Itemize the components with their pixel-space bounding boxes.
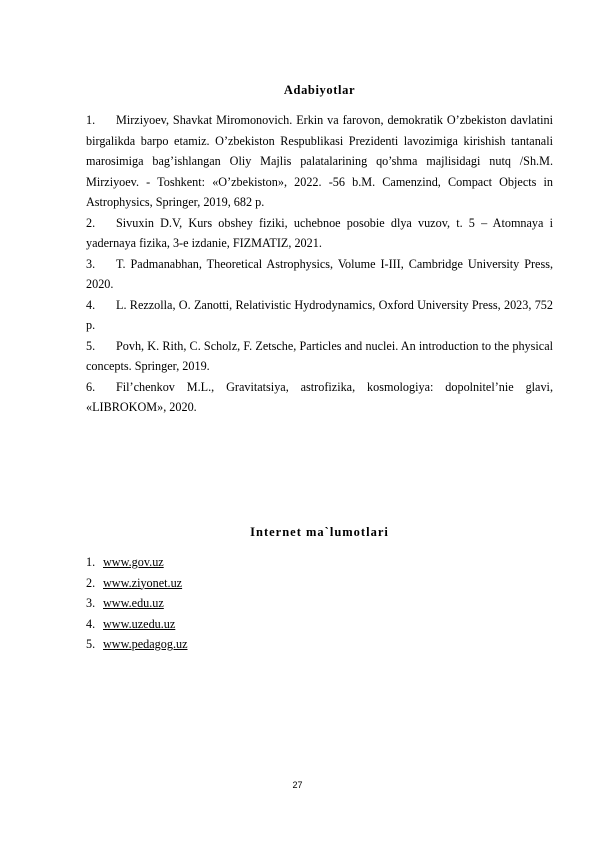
internet-resources-heading: Internet ma`lumotlari xyxy=(250,525,389,539)
link-pedagog-uz[interactable]: www.pedagog.uz xyxy=(103,637,188,651)
reference-text: Fil’chenkov M.L., Gravitatsiya, astrofizika, kosmologiya: dopolnitel’nie glavi, «LIBROKOM», 2020. xyxy=(86,379,553,414)
link-item xyxy=(86,552,553,573)
link-ziyonet-uz[interactable]: www.ziyonet.uz xyxy=(103,575,183,590)
reference-text: T. Padmanabhan, Theoretical Astrophysics, Volume I-III, Cambridge University Press, 2020. xyxy=(86,256,553,291)
reference-number: 1. xyxy=(86,113,96,127)
link-number: 5. xyxy=(86,637,96,651)
reference-text: Mirziyoev, Shavkat Miromonovich. Erkin va farovon, demokratik O’zbekiston davlatini birgalikda barpo etamiz. O’zbekiston Respublikasi Prezidenti lavozimiga kirishish tantanali marosimiga bag’ishlangan Oliy Majlis palatalarining qo’shma majlisidagi nutq /Sh.M. Mirziyoev. - Toshkent: «O’zbekiston», 2022. -56 b.M. Camenzind, Compact Objects in Astrophysics, Springer, 2019, 682 p. xyxy=(86,113,553,209)
link-number: 1. xyxy=(86,555,96,569)
link-item xyxy=(86,614,553,635)
link-number: 4. xyxy=(86,616,96,631)
link-edu-uz[interactable]: www.edu.uz xyxy=(103,596,164,610)
reference-number: 6. xyxy=(86,379,96,394)
reference-list xyxy=(86,110,553,418)
link-item xyxy=(86,593,553,614)
link-number: 3. xyxy=(86,596,96,610)
page-number: 27 xyxy=(292,780,303,790)
link-item xyxy=(86,573,553,594)
reference-number: 3. xyxy=(86,256,96,271)
link-gov-uz[interactable]: www.gov.uz xyxy=(103,555,164,569)
reference-number: 5. xyxy=(86,338,96,353)
reference-text: Sivuxin D.V, Kurs obshey fiziki, uchebnoe posobie dlya vuzov, t. 5 – Atomnaya i yadernaya fizika, 3-e izdanie, FIZMATIZ, 2021. xyxy=(86,215,553,250)
link-uzedu-uz[interactable]: www.uzedu.uz xyxy=(103,616,176,631)
link-item xyxy=(86,634,553,655)
reference-item xyxy=(86,336,553,377)
reference-item xyxy=(86,110,553,213)
internet-link-list xyxy=(86,552,553,655)
reference-item xyxy=(86,377,553,418)
reference-number: 2. xyxy=(86,215,96,230)
reference-item xyxy=(86,213,553,254)
reference-text: L. Rezzolla, O. Zanotti, Relativistic Hydrodynamics, Oxford University Press, 2023, 752 p. xyxy=(86,297,553,332)
link-number: 2. xyxy=(86,575,96,590)
reference-text: Povh, K. Rith, C. Scholz, F. Zetsche, Particles and nuclei. An introduction to the physical concepts. Springer, 2019. xyxy=(86,338,553,373)
literature-heading: Adabiyotlar xyxy=(283,83,356,97)
reference-item xyxy=(86,254,553,295)
reference-number: 4. xyxy=(86,297,96,312)
reference-item xyxy=(86,295,553,336)
